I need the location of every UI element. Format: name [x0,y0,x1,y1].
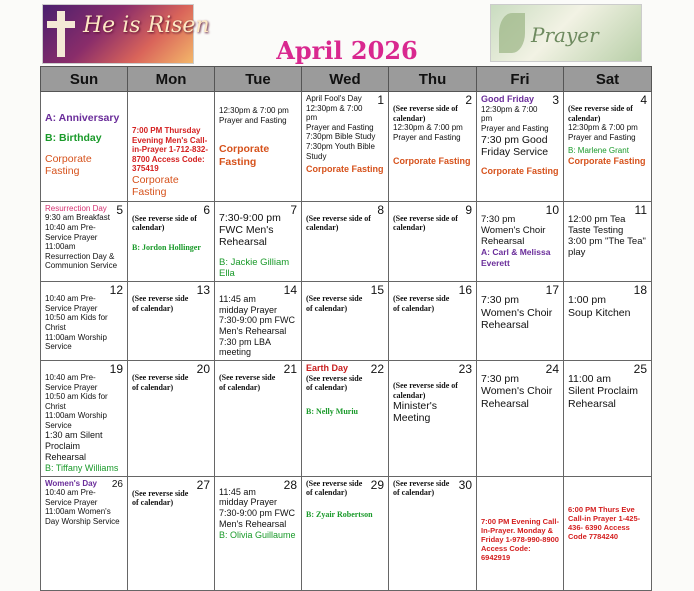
birthday-label: B: Jackie Gilliam Ella [219,256,290,280]
day-number: 16 [458,283,472,298]
event-text: 10:40 am Pre- Service Prayer [45,222,98,242]
event-text: Minister's Meeting [393,400,438,425]
day-number: 11 [634,202,647,217]
banner-left-text: He is Risen [83,13,210,38]
event-text: 12:30pm & 7:00 pm Prayer and Fasting [219,106,289,125]
day-cell [41,360,128,476]
anniversary-label: A: Anniversary [45,112,120,124]
day-number: 15 [370,283,384,298]
birthday-label: B: Olivia Guillaume [219,529,296,540]
birthday-label: B: Nelly Muriu [306,406,358,416]
call-in-prayer-info: 7:00 PM Thursday Evening Men's Call-in-Prayer 1-712-832-8700 Access Code: 375419 [132,126,209,174]
week-row [41,476,652,590]
event-text: 10:40 am Pre-Service Prayer [45,372,98,392]
birthday-label: B: Marlene Grant [568,146,629,156]
reverse-side-note: (See reverse side of calendar) [393,294,450,313]
event-text: April Fool's Day [306,94,362,103]
day-cell [302,476,389,590]
reverse-side-note: (See reverse side of calendar) [132,372,189,392]
weekday-sat: Sat [564,67,652,92]
event-text: 11:00am Worship Service [45,411,107,430]
day-cell [128,360,215,476]
day-cell [564,360,652,476]
event-text: 10:50 am Kids for Christ [45,313,108,333]
event-text: 1:30 am Silent Proclaim Rehearsal [45,430,103,463]
event-text: 7:30 pm Good Friday Service [481,133,549,158]
reverse-side-note: (See reverse side of calendar) [568,104,633,123]
day-cell [477,201,564,282]
day-number: 21 [283,361,297,376]
day-cell [41,201,128,282]
fasting-label: Corporate Fasting [219,143,270,168]
week-row [41,360,652,476]
day-cell [41,476,128,590]
event-text: 7:30-9:00 pm FWC Men's Rehearsal [219,211,281,249]
reverse-side-note: (See reverse side of calendar) [132,488,189,508]
event-text: 12:00 pm Tea Taste Testing [568,213,626,236]
day-cell [215,201,302,282]
day-number: 27 [196,477,210,492]
day-number: 12 [109,283,123,298]
event-text: 12:30pm & 7:00 pm [481,104,538,124]
event-text: 9:30 am Breakfast [45,213,110,223]
day-number: 25 [633,361,647,376]
reverse-side-note: (See reverse side of calendar) [393,104,458,123]
day-cell [389,360,477,476]
day-number: 18 [633,283,647,298]
weekday-sun: Sun [41,67,128,92]
birthday-label: B: Zyair Robertson [306,509,373,519]
fasting-label: Corporate Fasting [393,156,471,167]
day-cell [128,201,215,282]
day-cell [564,476,652,590]
event-text: 10:40 am Pre-Service Prayer [45,294,98,313]
day-number: 23 [458,361,472,376]
day-cell [302,92,389,202]
day-number: 26 [111,478,123,490]
weekday-mon: Mon [128,67,215,92]
day-cell [389,282,477,361]
event-text: 10:50 am Kids for Christ [45,392,108,411]
banner-right-text: Prayer [531,23,599,47]
event-text: 12:30pm & 7:00 pm Prayer and Fasting [393,123,463,142]
day-number: 19 [109,361,123,376]
day-cell [477,282,564,361]
day-cell [41,282,128,361]
weekday-fri: Fri [477,67,564,92]
event-text: 7:30 pm Women's Choir Rehearsal [481,213,546,248]
event-text: 7:30pm Youth Bible Study [306,141,375,161]
day-cell [302,360,389,476]
day-cell [564,201,652,282]
day-number: 28 [283,477,297,492]
day-cell [477,92,564,202]
event-text: 11:00am Resurrection Day & Communion Service [45,242,118,271]
day-number: 2 [465,93,472,107]
event-text: Prayer and Fasting [306,122,374,132]
holiday-label: Women's Day [45,478,97,488]
reverse-side-note: (See reverse side of calendar) [132,294,189,313]
day-number: 8 [377,202,384,217]
fasting-label: Corporate Fasting [481,166,559,177]
event-text: 7:30 pm Women's Choir Rehearsal [481,372,553,410]
birthday-label: B: Tiffany Williams [45,462,119,473]
reverse-side-note: (See reverse side of calendar) [393,380,458,400]
event-text: 11:45 am midday Prayer [219,486,278,508]
reverse-side-note: (See reverse side of calendar) [393,478,450,498]
event-text: 10:40 am Pre-Service Prayer [45,488,98,507]
call-in-prayer-info: 7:00 PM Evening Call-In-Prayer. Monday & Friday 1-978-990-8900 Access Code: 6942919 [481,516,559,562]
fasting-label: Corporate Fasting [132,173,179,199]
week-row [41,201,652,282]
reverse-side-note: (See reverse side of calendar) [219,372,276,392]
day-number: 14 [283,283,297,298]
day-cell [389,476,477,590]
day-number: 5 [116,202,123,217]
holiday-label: Earth Day [306,362,349,373]
day-number: 30 [458,477,472,492]
event-text: 11:00am Women's Day Worship Service [45,507,120,527]
weekday-tue: Tue [215,67,302,92]
event-text: 1:00 pm Soup Kitchen [568,294,631,319]
day-number: 9 [465,202,472,217]
anniversary-label: A: Carl & Melissa Everett [481,247,551,268]
day-cell [564,282,652,361]
week-row [41,92,652,202]
event-text: 7:30 pm LBA meeting [219,336,271,358]
event-text: 12:30pm & 7:00 pm [306,103,363,123]
day-number: 17 [545,283,559,298]
reverse-side-note: (See reverse side of calendar) [132,213,197,233]
event-text: 11:45 am midday Prayer [219,294,278,315]
event-text: 3:00 pm "The Tea" play [568,236,646,259]
day-number: 24 [545,361,559,376]
holiday-label: Good Friday [481,94,535,104]
event-text: 7:30 pm Women's Choir Rehearsal [481,294,553,331]
reverse-side-note: (See reverse side of calendar) [393,213,458,233]
weekday-thu: Thu [389,67,477,92]
day-number: 29 [370,477,384,492]
day-cell [389,92,477,202]
day-cell [302,201,389,282]
day-cell [128,282,215,361]
event-text: 11:00 am Silent Proclaim Rehearsal [568,372,639,410]
calendar-grid [40,66,652,591]
page-title: April 2026 [276,36,418,65]
day-number: 20 [196,361,210,376]
day-cell [389,201,477,282]
call-in-prayer-info: 6:00 PM Thurs Eve Call-in Prayer 1-425-436- 6390 Access Code 7784240 [568,504,641,541]
day-number: 4 [640,93,647,107]
event-text: 7:30-9:00 pm FWC Men's Rehearsal [219,508,296,530]
day-number: 3 [552,93,559,107]
day-number: 6 [203,202,210,217]
reverse-side-note: (See reverse side of calendar) [306,294,363,313]
day-cell [215,476,302,590]
event-text: 7:30-9:00 pm FWC Men's Rehearsal [219,315,296,337]
day-cell [215,282,302,361]
event-text: Prayer and Fasting [481,123,549,133]
day-cell [477,476,564,590]
day-cell [302,282,389,361]
fasting-label: Corporate Fasting [45,152,92,178]
day-number: 10 [545,202,559,217]
event-text: 11:00am Worship Service [45,332,107,352]
day-number: 7 [290,202,297,217]
event-text: 7:30pm Bible Study [306,132,376,142]
event-text: 12:30pm & 7:00 pm Prayer and Fasting [568,123,638,142]
holiday-label: Resurrection Day [45,203,107,213]
reverse-side-note: (See reverse side of calendar) [306,373,363,393]
day-cell [215,360,302,476]
birthday-label: B: Birthday [45,132,102,145]
reverse-side-note: (See reverse side of calendar) [306,478,363,498]
day-number: 13 [196,283,210,298]
day-number: 1 [377,93,384,107]
day-cell [477,360,564,476]
weekday-wed: Wed [302,67,389,92]
day-cell [128,92,215,202]
birthday-label: B: Jordon Hollinger [132,242,201,252]
fasting-label: Corporate Fasting [306,164,384,175]
day-cell [41,92,128,202]
day-cell [564,92,652,202]
reverse-side-note: (See reverse side of calendar) [306,213,371,233]
fasting-label: Corporate Fasting [568,155,646,166]
week-row [41,282,652,361]
day-cell [128,476,215,590]
day-number: 22 [370,361,384,376]
weekday-header-row [41,67,652,92]
day-cell [215,92,302,202]
